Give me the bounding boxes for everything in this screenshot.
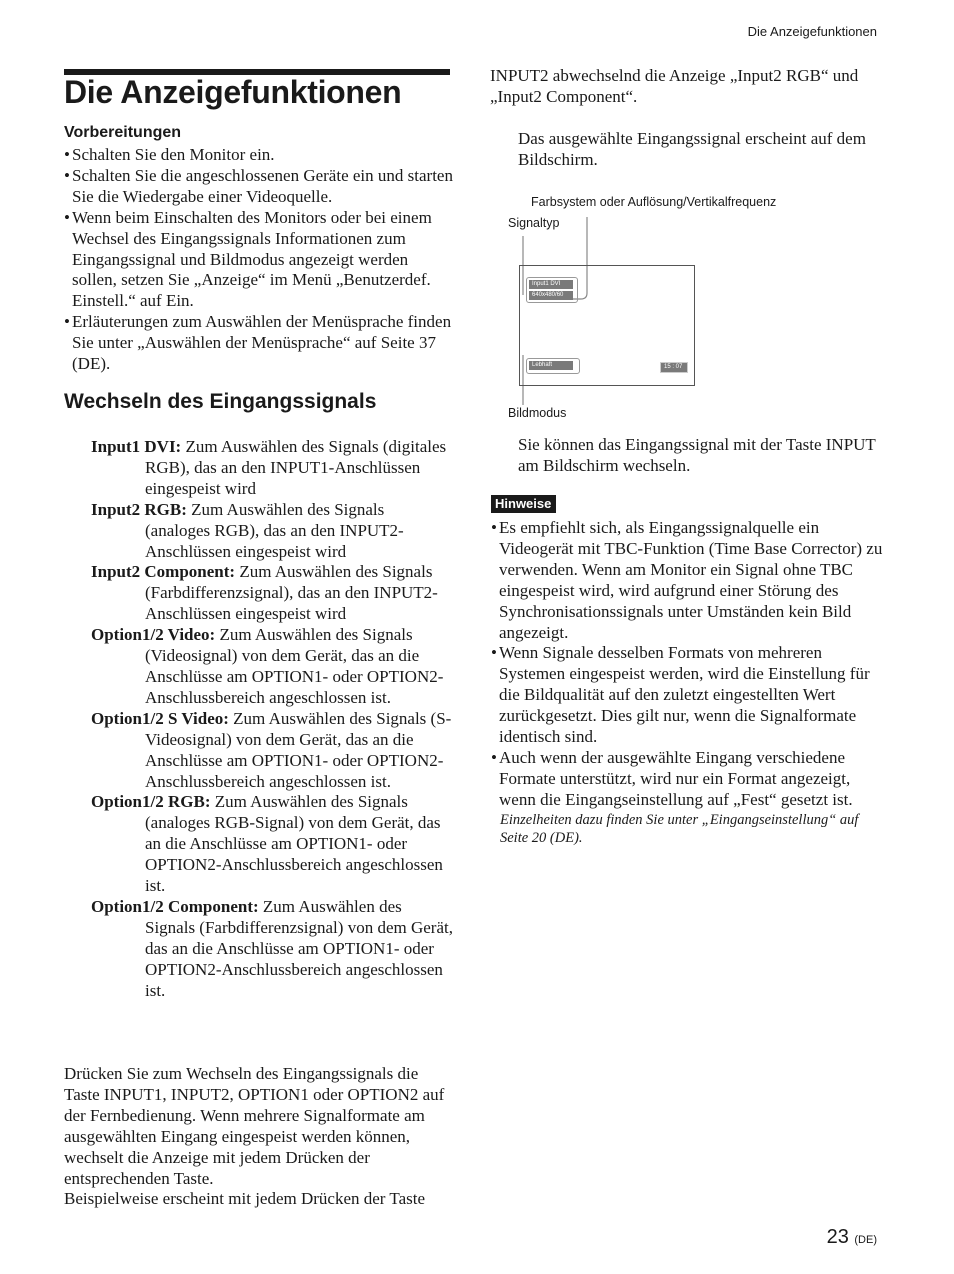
definition-term: Option1/2 RGB: (91, 792, 211, 812)
page-number (827, 1226, 877, 1249)
definition-item (91, 437, 453, 500)
body-paragraph: Drücken Sie zum Wechseln des Eingangssignals die Taste INPUT1, INPUT2, OPTION1 oder OPTION2 auf der Fernbedienung. Wenn mehrere Signalformate am ausgewählten Eingang eingespeist werden können, wechselt die Anzeige mit jedem Drücken der entsprechenden Taste. (64, 1064, 445, 1188)
definition-item (91, 792, 453, 897)
list-item: • Auch wenn der ausgewählte Eingang verschiedene Formate unterstützt, wird nur ein Format angezeigt, wenn die Eingangseinstellung auf „Fest“ gesetzt ist. (491, 748, 883, 811)
list-item: • Wenn Signale desselben Formats von mehreren Systemen eingespeist werden, wird die Einstellung für die Bildqualität auf den zuletzt eingestellten Wert zurückgesetzt. Dies gilt nur, wenn die Signalformate identisch sind. (491, 643, 883, 748)
definition-desc: Zum Auswählen des Signals (analoges RGB), das an den INPUT2-Anschlüssen eingespeist wird (145, 499, 404, 561)
preparations-list (64, 145, 454, 375)
definition-term: Input1 DVI: (91, 437, 182, 456)
page-number-suffix: (DE) (854, 1234, 877, 1246)
definition-item (91, 562, 453, 625)
definition-desc: Zum Auswählen des Signals (Videosignal) von dem Gerät, das an die Anschlüsse am OPTION1- oder OPTION2-Anschlussbereich angeschlossen ist. (145, 625, 444, 707)
list-item: • Schalten Sie den Monitor ein. (64, 145, 454, 166)
figure-label-signal-type: Signaltyp (508, 216, 560, 230)
list-item: • Es empfiehlt sich, als Eingangssignalquelle ein Videogerät mit TBC-Funktion (Time Base Corrector) zu verwenden. Wenn am Monitor ein Signal ohne TBC eingespeist wird, wird aufgrund einer Störung des Synchronisationssignals unter Umständen kein Bild angezeigt. (491, 518, 883, 643)
list-item: • Erläuterungen zum Auswählen der Menüsprache finden Sie unter „Auswählen der Menüsprache“ auf Seite 37 (DE). (64, 312, 454, 375)
preparations-heading: Vorbereitungen (64, 124, 182, 141)
notes-list (491, 518, 883, 847)
notes-badge: Hinweise (491, 495, 556, 513)
screen-input-label: Input1 DVI (529, 280, 573, 289)
definition-term: Option1/2 Video: (91, 625, 216, 645)
definition-desc: Zum Auswählen des Signals (Farbdifferenzsignal) von dem Gerät, das an die Anschlüsse am OPTION1- oder OPTION2-Anschlussbereich angeschlossen ist. (145, 896, 453, 1000)
definition-desc: Zum Auswählen des Signals (digitales RGB), das an den INPUT1-Anschlüssen eingespeist wird (145, 437, 447, 498)
body-paragraph: INPUT2 abwechselnd die Anzeige „Input2 RGB“ und „Input2 Component“. (490, 66, 859, 106)
definition-term: Option1/2 Component: (91, 896, 259, 916)
definition-term: Input2 Component: (91, 562, 236, 582)
section-heading: Wechseln des Eingangssignals (64, 390, 377, 413)
list-item: • Schalten Sie die angeschlossenen Geräte ein und starten Sie die Wiedergabe einer Videoquelle. (64, 166, 454, 208)
definition-item (91, 897, 453, 1002)
definition-term: Input2 RGB: (91, 499, 187, 519)
body-paragraph: Sie können das Eingangssignal mit der Taste INPUT am Bildschirm wechseln. (518, 435, 876, 475)
figure-label-picture-mode: Bildmodus (508, 406, 567, 420)
body-paragraph: Das ausgewählte Eingangssignal erscheint auf dem Bildschirm. (518, 129, 866, 169)
definition-item (91, 709, 453, 793)
definition-term: Option1/2 S Video: (91, 708, 229, 728)
monitor-screen (519, 265, 695, 386)
page-title: Die Anzeigefunktionen (64, 74, 402, 110)
page-number-value: 23 (826, 1226, 849, 1248)
running-header: Die Anzeigefunktionen (747, 24, 877, 39)
definition-item (91, 500, 453, 563)
screen-mode-label: Lebhaft (529, 361, 573, 370)
figure-label-color-system: Farbsystem oder Auflösung/Vertikalfrequenz (531, 195, 777, 209)
list-item: • Wenn beim Einschalten des Monitors oder bei einem Wechsel des Eingangssignals Informationen zum Eingangssignal und Bildmodus angezeigt werden sollen, setzen Sie „Anzeige“ im Menü „Benutzerdef. Einstell.“ auf Ein. (64, 208, 454, 313)
screen-resolution-label: 640x480/60 (529, 291, 573, 300)
body-paragraph: Beispielweise erscheint mit jedem Drücken der Taste (64, 1189, 426, 1208)
definition-desc: Zum Auswählen des Signals (Farbdifferenzsignal), das an den INPUT2-Anschlüssen eingespeist wird (145, 562, 438, 624)
definition-list (91, 437, 453, 1001)
notes-reference: Einzelheiten dazu finden Sie unter „Eingangseinstellung“ auf Seite 20 (DE). (500, 811, 859, 846)
definition-desc: Zum Auswählen des Signals (S-Videosignal) von dem Gerät, das an die Anschlüsse am OPTION1- oder OPTION2-Anschlussbereich angeschlossen ist. (145, 708, 452, 791)
definition-desc: Zum Auswählen des Signals (analoges RGB-Signal) von dem Gerät, das an die Anschlüsse am OPTION1- oder OPTION2-Anschlussbereich angeschlossen ist. (145, 792, 443, 896)
screen-time-label: 15 : 07 (660, 362, 688, 373)
definition-item (91, 625, 453, 709)
